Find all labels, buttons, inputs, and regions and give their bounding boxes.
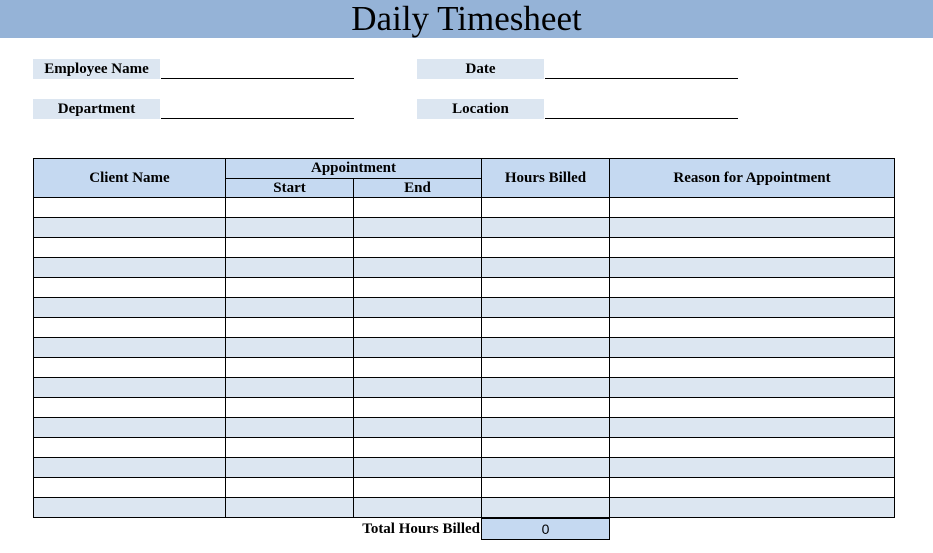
cell-reason[interactable] bbox=[610, 398, 895, 418]
cell-end[interactable] bbox=[354, 258, 482, 278]
header-client-name: Client Name bbox=[34, 159, 226, 198]
cell-start[interactable] bbox=[226, 258, 354, 278]
cell-end[interactable] bbox=[354, 458, 482, 478]
cell-client[interactable] bbox=[34, 298, 226, 318]
cell-end[interactable] bbox=[354, 218, 482, 238]
table-row bbox=[34, 398, 895, 418]
header-end: End bbox=[354, 179, 482, 198]
cell-hours[interactable] bbox=[482, 438, 610, 458]
cell-client[interactable] bbox=[34, 438, 226, 458]
location-field[interactable] bbox=[545, 99, 738, 119]
cell-end[interactable] bbox=[354, 278, 482, 298]
cell-client[interactable] bbox=[34, 198, 226, 218]
employee-name-field[interactable] bbox=[161, 59, 354, 79]
total-hours-label: Total Hours Billed bbox=[362, 520, 480, 537]
cell-end[interactable] bbox=[354, 478, 482, 498]
cell-reason[interactable] bbox=[610, 438, 895, 458]
table-row bbox=[34, 378, 895, 398]
table-row bbox=[34, 438, 895, 458]
timesheet-table bbox=[33, 158, 895, 518]
cell-start[interactable] bbox=[226, 358, 354, 378]
cell-reason[interactable] bbox=[610, 458, 895, 478]
cell-start[interactable] bbox=[226, 318, 354, 338]
table-row bbox=[34, 318, 895, 338]
table-row bbox=[34, 358, 895, 378]
cell-start[interactable] bbox=[226, 218, 354, 238]
table-row bbox=[34, 198, 895, 218]
department-label: Department bbox=[33, 99, 160, 119]
header-reason: Reason for Appointment bbox=[610, 159, 895, 198]
cell-hours[interactable] bbox=[482, 358, 610, 378]
cell-reason[interactable] bbox=[610, 198, 895, 218]
cell-end[interactable] bbox=[354, 318, 482, 338]
cell-start[interactable] bbox=[226, 238, 354, 258]
cell-hours[interactable] bbox=[482, 498, 610, 518]
cell-reason[interactable] bbox=[610, 498, 895, 518]
cell-end[interactable] bbox=[354, 198, 482, 218]
cell-start[interactable] bbox=[226, 298, 354, 318]
table-row bbox=[34, 238, 895, 258]
cell-reason[interactable] bbox=[610, 238, 895, 258]
cell-hours[interactable] bbox=[482, 398, 610, 418]
cell-client[interactable] bbox=[34, 398, 226, 418]
cell-start[interactable] bbox=[226, 278, 354, 298]
cell-hours[interactable] bbox=[482, 418, 610, 438]
cell-reason[interactable] bbox=[610, 258, 895, 278]
cell-reason[interactable] bbox=[610, 358, 895, 378]
cell-reason[interactable] bbox=[610, 218, 895, 238]
cell-hours[interactable] bbox=[482, 218, 610, 238]
cell-hours[interactable] bbox=[482, 318, 610, 338]
cell-reason[interactable] bbox=[610, 418, 895, 438]
header-appointment: Appointment bbox=[226, 159, 482, 179]
cell-start[interactable] bbox=[226, 198, 354, 218]
cell-start[interactable] bbox=[226, 478, 354, 498]
cell-reason[interactable] bbox=[610, 378, 895, 398]
cell-client[interactable] bbox=[34, 258, 226, 278]
cell-hours[interactable] bbox=[482, 198, 610, 218]
total-hours-value: 0 bbox=[481, 518, 610, 540]
cell-end[interactable] bbox=[354, 438, 482, 458]
cell-start[interactable] bbox=[226, 438, 354, 458]
cell-client[interactable] bbox=[34, 278, 226, 298]
page-title: Daily Timesheet bbox=[351, 0, 582, 38]
cell-hours[interactable] bbox=[482, 458, 610, 478]
cell-end[interactable] bbox=[354, 338, 482, 358]
cell-end[interactable] bbox=[354, 378, 482, 398]
cell-hours[interactable] bbox=[482, 238, 610, 258]
cell-start[interactable] bbox=[226, 378, 354, 398]
cell-client[interactable] bbox=[34, 218, 226, 238]
cell-start[interactable] bbox=[226, 458, 354, 478]
cell-hours[interactable] bbox=[482, 378, 610, 398]
cell-client[interactable] bbox=[34, 358, 226, 378]
cell-reason[interactable] bbox=[610, 318, 895, 338]
cell-hours[interactable] bbox=[482, 278, 610, 298]
cell-hours[interactable] bbox=[482, 298, 610, 318]
table-row bbox=[34, 218, 895, 238]
cell-end[interactable] bbox=[354, 418, 482, 438]
cell-client[interactable] bbox=[34, 378, 226, 398]
employee-name-label: Employee Name bbox=[33, 59, 160, 79]
cell-client[interactable] bbox=[34, 478, 226, 498]
table-row bbox=[34, 498, 895, 518]
cell-client[interactable] bbox=[34, 458, 226, 478]
table-row bbox=[34, 418, 895, 438]
department-field[interactable] bbox=[161, 99, 354, 119]
cell-start[interactable] bbox=[226, 418, 354, 438]
date-field[interactable] bbox=[545, 59, 738, 79]
cell-reason[interactable] bbox=[610, 278, 895, 298]
cell-client[interactable] bbox=[34, 418, 226, 438]
cell-end[interactable] bbox=[354, 498, 482, 518]
header-start: Start bbox=[226, 179, 354, 198]
table-row bbox=[34, 478, 895, 498]
cell-start[interactable] bbox=[226, 398, 354, 418]
title-bar bbox=[0, 0, 933, 38]
cell-start[interactable] bbox=[226, 498, 354, 518]
header-hours-billed: Hours Billed bbox=[482, 159, 610, 198]
table-row bbox=[34, 258, 895, 278]
cell-client[interactable] bbox=[34, 498, 226, 518]
cell-start[interactable] bbox=[226, 338, 354, 358]
cell-client[interactable] bbox=[34, 338, 226, 358]
cell-reason[interactable] bbox=[610, 478, 895, 498]
cell-end[interactable] bbox=[354, 358, 482, 378]
cell-hours[interactable] bbox=[482, 258, 610, 278]
cell-end[interactable] bbox=[354, 238, 482, 258]
table-row bbox=[34, 458, 895, 478]
cell-end[interactable] bbox=[354, 298, 482, 318]
table-row bbox=[34, 338, 895, 358]
cell-client[interactable] bbox=[34, 318, 226, 338]
cell-client[interactable] bbox=[34, 238, 226, 258]
cell-reason[interactable] bbox=[610, 298, 895, 318]
table-row bbox=[34, 298, 895, 318]
table-row bbox=[34, 278, 895, 298]
cell-hours[interactable] bbox=[482, 478, 610, 498]
cell-reason[interactable] bbox=[610, 338, 895, 358]
cell-end[interactable] bbox=[354, 398, 482, 418]
cell-hours[interactable] bbox=[482, 338, 610, 358]
location-label: Location bbox=[417, 99, 544, 119]
date-label: Date bbox=[417, 59, 544, 79]
